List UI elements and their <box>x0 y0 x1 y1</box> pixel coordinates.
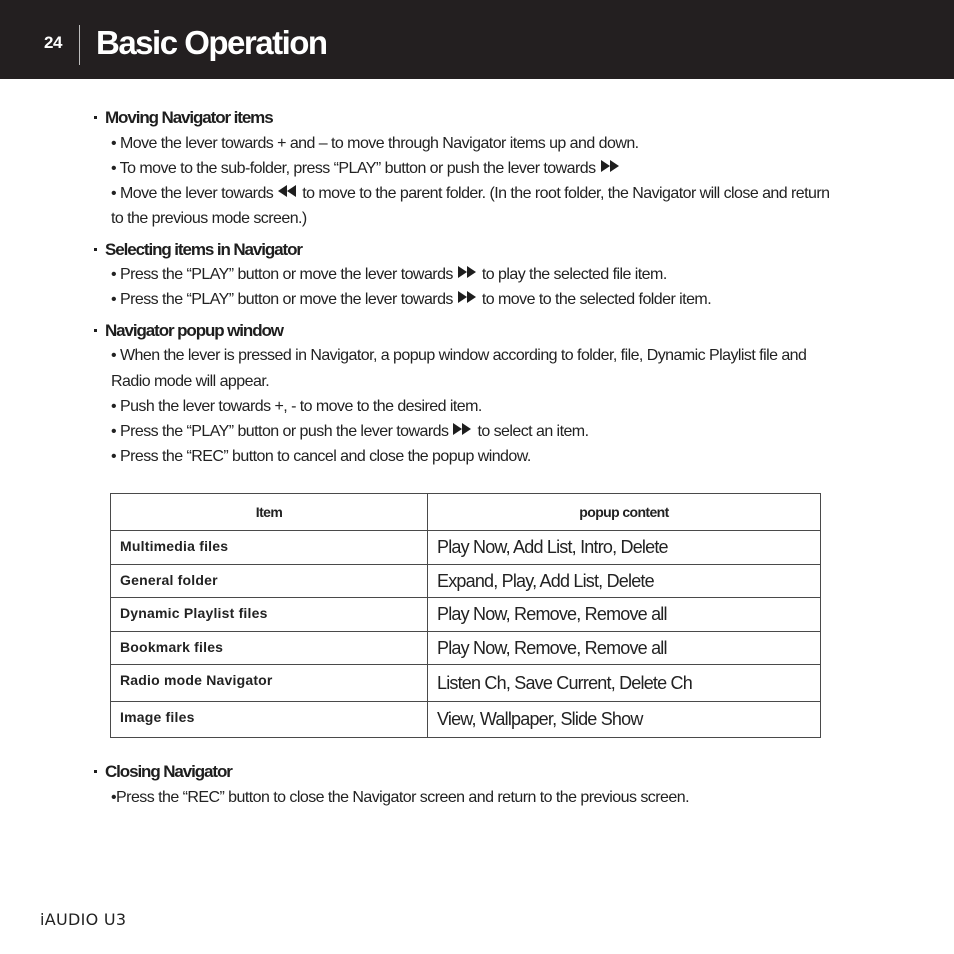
section-heading-moving <box>94 108 273 128</box>
row-content: Play Now, Remove, Remove all <box>428 632 821 665</box>
text-line <box>111 135 639 153</box>
section-heading-closing <box>94 762 232 782</box>
section-heading-text: Moving Navigator items <box>105 108 273 127</box>
row-item: Dynamic Playlist files <box>111 598 428 632</box>
text-line <box>111 448 531 466</box>
line-text: • Press the “PLAY” button or move the lever towards <box>111 291 453 309</box>
line-text: • When the lever is pressed in Navigator, a popup window according to folder, file, Dynamic Playlist file and <box>111 347 807 364</box>
line-text: •Press the “REC” button to close the Navigator screen and return to the previous screen. <box>111 789 689 806</box>
text-line <box>111 398 482 416</box>
bullet-square <box>94 770 97 773</box>
text-line <box>111 347 806 365</box>
section-heading-text: Navigator popup window <box>105 321 283 340</box>
section-heading-selecting <box>94 240 302 260</box>
page-number: 24 <box>44 33 62 52</box>
bullet-square <box>94 248 97 251</box>
section-heading-text: Selecting items in Navigator <box>105 240 302 259</box>
row-item: Multimedia files <box>111 531 428 565</box>
page-title: Basic Operation <box>96 24 327 61</box>
text-line <box>111 423 588 441</box>
table-row <box>111 665 821 702</box>
line-text: to move to the parent folder. (In the root folder, the Navigator will close and return <box>302 185 830 203</box>
line-text: Radio mode will appear. <box>111 373 270 390</box>
text-line <box>111 373 269 391</box>
table-row <box>111 531 821 565</box>
row-item: Radio mode Navigator <box>111 665 428 702</box>
line-text: to select an item. <box>477 423 589 441</box>
header-divider <box>79 25 80 65</box>
text-line <box>111 185 830 203</box>
page-header <box>0 0 954 79</box>
text-line <box>111 291 711 309</box>
section-heading-text: Closing Navigator <box>105 762 232 781</box>
line-text: • Move the lever towards + and – to move through Navigator items up and down. <box>111 135 639 152</box>
line-text: to move to the selected folder item. <box>481 291 712 309</box>
rewind-icon <box>278 184 297 202</box>
header-item: Item <box>111 494 428 531</box>
table-row <box>111 598 821 632</box>
row-content: View, Wallpaper, Slide Show <box>428 702 821 738</box>
line-text: • Move the lever towards <box>111 185 274 203</box>
footer-product-name: iAUDIO U3 <box>40 910 127 929</box>
row-item: Bookmark files <box>111 632 428 665</box>
bullet-square <box>94 329 97 332</box>
table-row <box>111 702 821 738</box>
text-line <box>111 789 689 807</box>
table-row <box>111 632 821 665</box>
fast-forward-icon <box>453 422 472 440</box>
text-line <box>111 210 307 228</box>
table-header-row <box>111 494 821 531</box>
bullet-square <box>94 116 97 119</box>
line-text: to the previous mode screen.) <box>111 210 307 227</box>
line-text: • Press the “PLAY” button or move the lever towards <box>111 266 453 284</box>
text-line <box>111 160 625 178</box>
text-line <box>111 266 667 284</box>
line-text: • Push the lever towards +, - to move to the desired item. <box>111 398 482 415</box>
fast-forward-icon <box>458 290 477 308</box>
header-popup-content: popup content <box>428 494 821 531</box>
row-content: Listen Ch, Save Current, Delete Ch <box>428 665 821 702</box>
row-item: Image files <box>111 702 428 738</box>
line-text: • Press the “PLAY” button or push the lever towards <box>111 423 449 441</box>
row-content: Play Now, Remove, Remove all <box>428 598 821 632</box>
line-text: • To move to the sub-folder, press “PLAY” button or push the lever towards <box>111 160 596 178</box>
fast-forward-icon <box>458 265 477 283</box>
table-row <box>111 565 821 598</box>
line-text: • Press the “REC” button to cancel and close the popup window. <box>111 448 531 465</box>
popup-table <box>110 493 821 738</box>
row-content: Play Now, Add List, Intro, Delete <box>428 531 821 565</box>
fast-forward-icon <box>601 159 620 177</box>
row-item: General folder <box>111 565 428 598</box>
section-heading-popup <box>94 321 283 341</box>
row-content: Expand, Play, Add List, Delete <box>428 565 821 598</box>
line-text: to play the selected file item. <box>481 266 667 284</box>
